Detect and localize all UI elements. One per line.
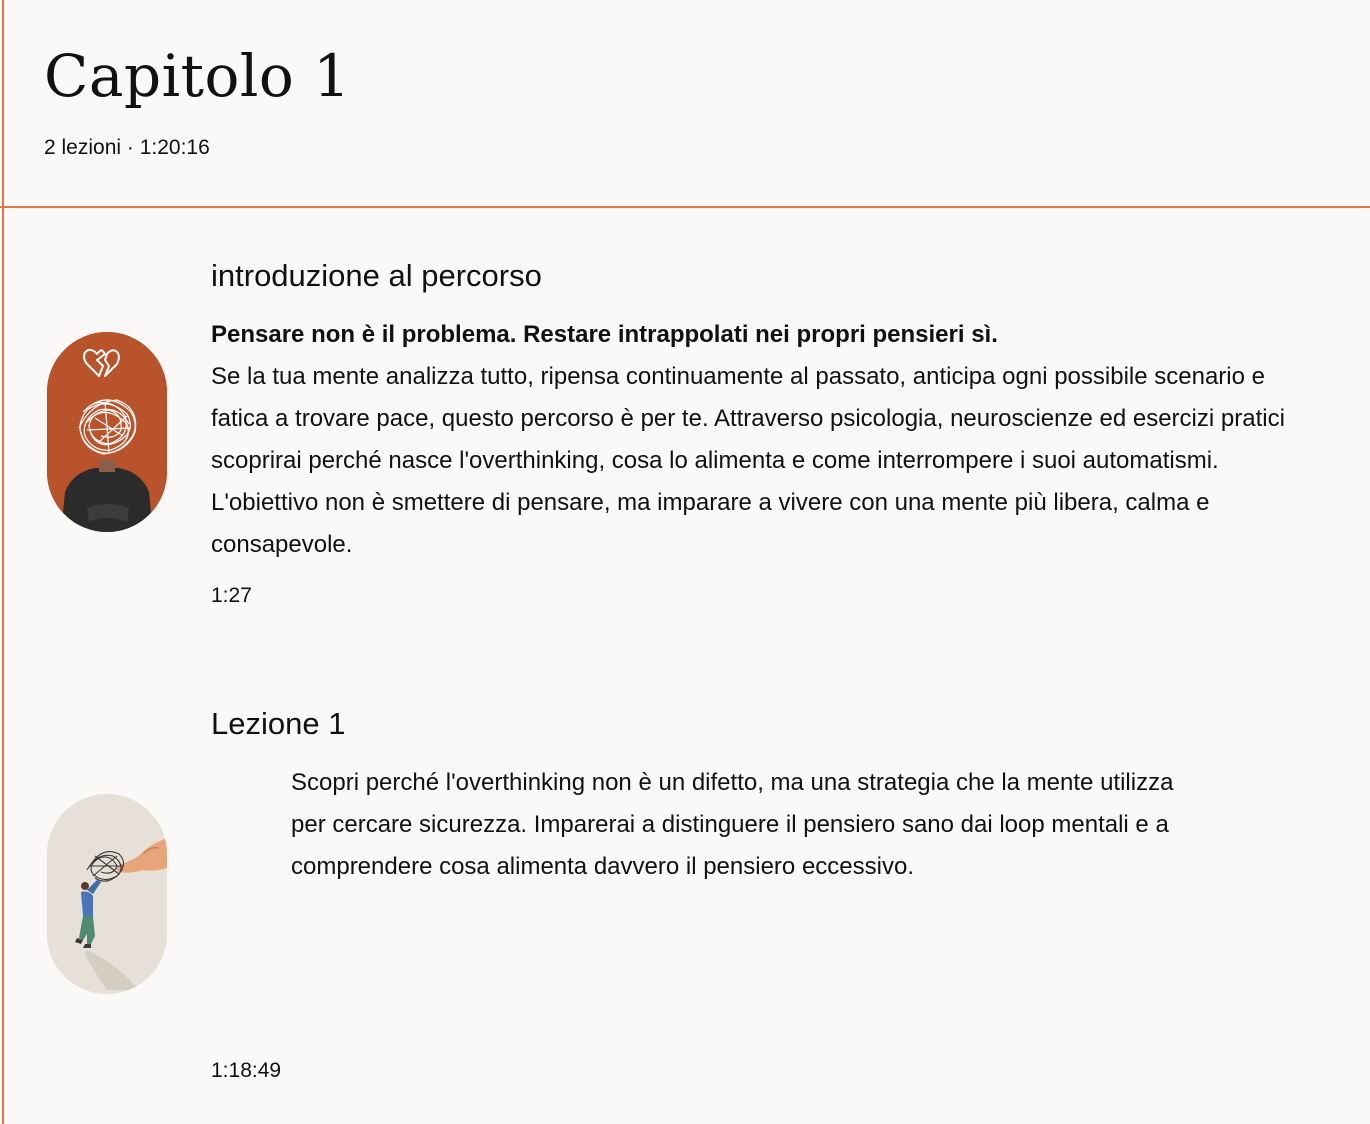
lesson-description: Scopri perché l'overthinking non è un difetto, ma una strategia che la mente utilizza per cercare sicurezza. Imparerai a distinguere il pensiero sano dai loop mentali e a comprendere cosa alimenta davvero il pensiero eccessivo.	[291, 769, 1174, 880]
chapter-title: Capitolo 1	[44, 42, 351, 110]
lesson-title[interactable]: Lezione 1	[211, 706, 346, 741]
helping-hand-image	[47, 794, 167, 994]
lesson-description	[211, 314, 1291, 566]
lesson-title[interactable]: introduzione al percorso	[211, 258, 542, 293]
lesson-lead: Pensare non è il problema. Restare intrappolati nei propri pensieri sì.	[211, 321, 998, 348]
lesson-thumbnail-helping-hand-illustration[interactable]	[47, 794, 167, 994]
overthinking-person-image	[47, 332, 167, 532]
header-divider	[0, 206, 1370, 208]
lesson-thumbnail-overthinking-illustration[interactable]	[47, 332, 167, 532]
chapter-header	[0, 0, 1370, 206]
chapter-meta: 2 lezioni · 1:20:16	[44, 136, 210, 159]
lesson-duration: 1:27	[211, 584, 252, 607]
lesson-body-text: Se la tua mente analizza tutto, ripensa continuamente al passato, anticipa ogni possibile scenario e fatica a trovare pace, questo percorso è per te. Attraverso psicologia, neuroscienze ed esercizi pratici scoprirai perché nasce l'overthinking, cosa lo alimenta e come interrompere i suoi automatismi. L'obiettivo non è smettere di pensare, ma imparare a vivere con una mente più libera, calma e consapevole.	[211, 363, 1285, 558]
lesson-duration: 1:18:49	[211, 1059, 282, 1082]
